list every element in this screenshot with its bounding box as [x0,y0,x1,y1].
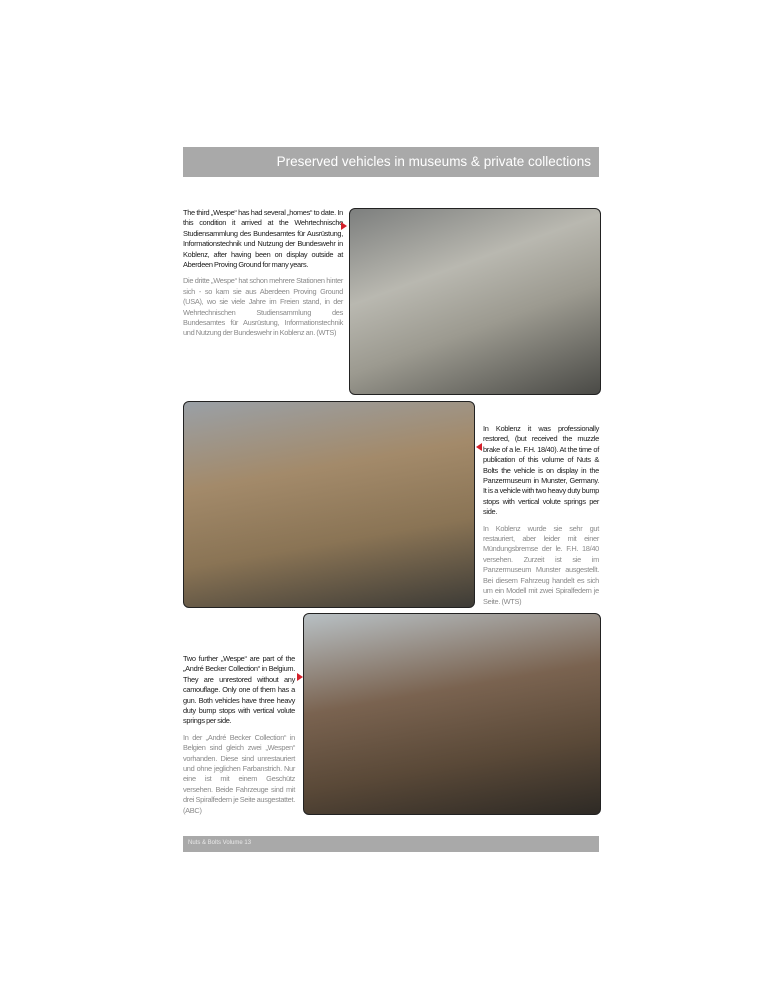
footer-text: Nuts & Bolts Volume 13 [188,840,252,846]
caption-english: In Koblenz it was professionally restored, (but received the muzzle brake of a le. F.H. 18/40). At the time of publication of this volume of Nuts & Bolts the vehicle is on display in the Panzermuseum in Munster, Germany. It is a vehicle with two heavy duty bump stops with vertical volute springs per side. [483,424,599,517]
caption-german: In Koblenz wurde sie sehr gut restauriert, aber leider mit einer Mündungsbremse der le. F.H. 18/40 versehen. Zurzeit ist sie im Panzermuseum Munster ausgestellt. Bei diesem Fahrzeug handelt es sich um ein Modell mit zwei Spiralfedern je Seite. (WTS) [483,523,599,606]
caption-3 [183,654,295,816]
section-header-bar [183,147,599,177]
photo-wespe-koblenz-arrival [349,208,601,395]
footer-bar [183,836,599,852]
photo-wespe-becker-collection [303,613,601,815]
section-title: Preserved vehicles in museums & private collections [276,154,591,169]
caption-german: Die dritte „Wespe“ hat schon mehrere Stationen hinter sich - so kam sie aus Aberdeen Proving Ground (USA), wo sie viele Jahre im Freien stand, in der Wehrtechnischen Studiensammlung des Bundesamtes für Ausrüstung, Informationstechnik und Nutzung der Bundeswehr in Koblenz an. (WTS) [183,276,343,338]
caption-2 [483,424,599,607]
caption-english: The third „Wespe“ has had several „homes“ to date. In this condition it arrived at the Wehrtechnische Studiensammlung des Bundesamtes für Ausrüstung, Informationstechnik und Nutzung der Bundeswehr in Koblenz, after having been on display outside at Aberdeen Proving Ground for many years. [183,208,343,270]
pointer-arrow-right-icon [341,222,347,230]
caption-1 [183,208,343,339]
pointer-arrow-left-icon [476,443,482,451]
caption-english: Two further „Wespe“ are part of the „André Becker Collection“ in Belgium. They are unrestored without any camouflage. Only one of them has a gun. Both vehicles have three heavy duty bump stops with vertical volute springs per side. [183,654,295,726]
photo-wespe-restored [183,401,475,608]
caption-german: In der „André Becker Collection“ in Belgien sind gleich zwei „Wespen“ vorhanden. Diese sind unrestauriert und ohne jeglichen Farbanstrich. Nur eine ist mit einem Geschütz versehen. Beide Fahrzeuge sind mit drei Spiralfedern je Seite ausgestattet. (ABC) [183,732,295,815]
